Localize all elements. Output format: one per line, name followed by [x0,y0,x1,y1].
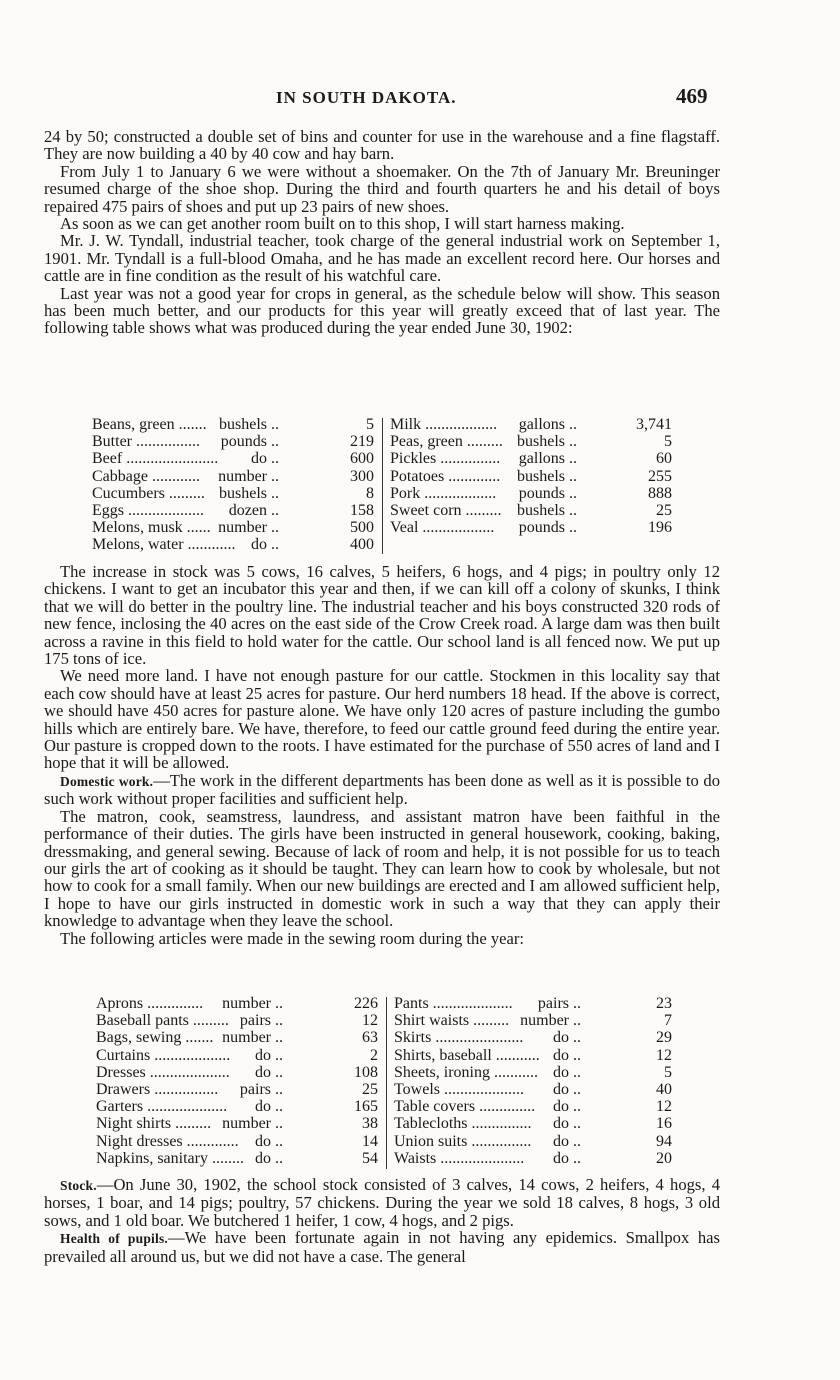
row-item: Cabbage ............ [92,467,200,485]
table-row [394,1115,684,1132]
row-item: Potatoes ............. [390,467,501,485]
row-item: Towels .................... [394,1080,524,1098]
table-row [394,1047,684,1064]
row-unit: do .. [255,1063,283,1081]
row-item: Shirt waists ......... [394,1012,510,1030]
row-item: Table covers .............. [394,1098,536,1116]
row-unit: bushels .. [517,501,577,519]
row-unit: do .. [553,1132,581,1150]
row-item: Bags, sewing ....... [96,1029,214,1047]
paragraph-text: —On June 30, 1902, the school stock consisted of 3 calves, 14 cows, 2 heifers, 4 hogs, 4 horses, 1 boar, and 14 pigs; poultry, 57 chickens. During the year we sold 18 calves, 8 hogs, 3 old sows, and 1 old boar. We butchered 1 heifer, 1 cow, 4 hogs, and 2 pigs. [44,1175,720,1230]
row-unit: pairs .. [239,1080,283,1098]
row-value: 60 [656,450,672,468]
row-unit: bushels .. [219,416,279,433]
table-row [92,536,382,553]
row-value: 5 [366,416,374,433]
row-item: Tablecloths ............... [394,1115,532,1133]
row-item: Melons, water ............ [92,536,236,554]
row-value: 5 [664,433,672,451]
table-row [96,1081,386,1098]
run-in-heading: Domestic work. [60,773,154,789]
paragraph [44,808,720,930]
row-unit: do .. [255,1046,283,1064]
table-row [394,1064,684,1081]
page-number: 469 [676,84,708,108]
row-value: 40 [656,1080,672,1098]
run-in-heading: Health of pupils. [60,1231,168,1247]
row-unit: do .. [251,450,279,468]
row-item: Skirts ...................... [394,1029,524,1047]
row-unit: pounds .. [518,519,577,537]
row-item: Napkins, sanitary ........ [96,1149,244,1167]
row-value: 16 [656,1115,672,1133]
row-unit: pounds .. [220,433,279,451]
table-column-right [394,995,684,1167]
table-row [394,1150,684,1167]
row-item: Dresses .................... [96,1063,230,1081]
row-value: 12 [656,1046,672,1064]
row-value: 219 [350,433,374,451]
row-value: 63 [362,1029,378,1047]
row-item: Garters .................... [96,1098,228,1116]
paragraph [44,215,720,232]
row-unit: dozen .. [228,501,279,519]
column-divider [386,997,387,1169]
row-value: 108 [354,1063,378,1081]
table-row [390,502,680,519]
table-row [394,1029,684,1046]
row-unit: pounds .. [518,484,577,502]
row-item: Night dresses ............. [96,1132,239,1150]
table-row [390,416,680,433]
running-head: IN SOUTH DAKOTA. [276,88,457,107]
table-row [394,1012,684,1029]
column-divider [382,418,383,554]
row-unit: bushels .. [219,484,279,502]
table-row [390,433,680,450]
paragraph-text: The increase in stock was 5 cows, 16 calves, 5 heifers, 6 hogs, and 4 pigs; in poultry only 12 chickens. I want to get an incubator this year and then, if we can kill off a colony of skunks, I think that we will do better in the poultry line. The industrial teacher and his boys constructed 320 rods of new fence, inclosing the 40 acres on the east side of the Crow Creek road. A large dam was then built across a ravine in this field to hold water for the cattle. Our school land is all fenced now. We put up 175 tons of ice. [44,562,720,669]
table-column-right [390,416,680,536]
table-row [390,519,680,536]
row-item: Pork .................. [390,484,497,502]
paragraph-text: Last year was not a good year for crops in general, as the schedule below will show. This season has been much better, and our products for this year will greatly exceed that of last year. The following table shows what was produced during the year ended June 30, 1902: [44,283,720,338]
row-value: 158 [350,501,374,519]
row-value: 8 [366,484,374,502]
row-unit: number .. [222,995,283,1012]
row-value: 255 [648,467,672,485]
table-row [96,1098,386,1115]
row-unit: gallons .. [518,450,577,468]
row-item: Sweet corn ......... [390,501,502,519]
row-item: Aprons .............. [96,995,204,1012]
paragraph [44,285,720,337]
paragraph [44,1229,720,1265]
row-value: 23 [656,995,672,1012]
row-item: Melons, musk ...... [92,519,211,537]
row-unit: number .. [222,1115,283,1133]
row-value: 14 [362,1132,378,1150]
row-value: 300 [350,467,374,485]
row-unit: number .. [520,1012,581,1030]
row-unit: do .. [553,1029,581,1047]
paragraph-text: —We have been fortunate again in not having any epidemics. Smallpox has prevailed all around us, but we did not have a case. The general [44,1228,720,1266]
row-item: Drawers ................ [96,1080,219,1098]
row-item: Curtains ................... [96,1046,231,1064]
row-unit: number .. [218,467,279,485]
table-row [390,450,680,467]
paragraph [44,232,720,284]
row-unit: do .. [255,1132,283,1150]
table-row [96,1133,386,1150]
row-value: 196 [648,519,672,537]
paragraph [44,163,720,215]
row-unit: bushels .. [517,433,577,451]
row-value: 165 [354,1098,378,1116]
table-row [96,1115,386,1132]
table-row [96,1029,386,1046]
table-row [92,450,382,467]
row-item: Veal .................. [390,519,495,537]
paragraph-text: —The work in the different departments has been done as well as it is possible to do such work without proper facilities and sufficient help. [44,770,720,809]
paragraph-text: The following articles were made in the sewing room during the year: [60,928,525,948]
paragraph-text: The matron, cook, seamstress, laundress, and assistant matron have been faithful in the performance of their duties. The girls have been instructed in general housework, cooking, baking, dressmaking, and general sewing. Because of lack of room and help, it is not possible for us to teach our girls the art of cooking as it should be taught. They can learn how to cook by wholesale, but not how to cook for a small family. When our new buildings are erected and I am allowed sufficient help, I hope to have our girls instructed in domestic work in such a way that they can apply their knowledge to advantage when they leave the school. [44,806,720,931]
table-row [92,485,382,502]
block-a [44,128,720,337]
paragraph [44,930,720,947]
run-in-heading: Stock. [60,1178,97,1193]
row-unit: do .. [255,1098,283,1116]
table-row [96,1012,386,1029]
table-row [394,1098,684,1115]
row-value: 25 [656,501,672,519]
row-item: Night shirts ......... [96,1115,212,1133]
row-unit: do .. [553,1063,581,1081]
paragraph [44,563,720,667]
row-value: 2 [370,1046,378,1064]
sewing-table [96,995,686,1170]
table-row [96,995,386,1012]
table-row [92,416,382,433]
row-value: 38 [362,1115,378,1133]
row-value: 3,741 [636,416,672,433]
row-item: Butter ................ [92,433,200,451]
row-unit: number .. [218,519,279,537]
row-item: Union suits ............... [394,1132,532,1150]
paragraph-text: 24 by 50; constructed a double set of bins and counter for use in the warehouse and a fine flagstaff. They are now building a 40 by 40 cow and hay barn. [44,127,720,164]
row-item: Eggs ................... [92,501,204,519]
table-row [390,468,680,485]
row-unit: pairs .. [537,995,581,1012]
table-row [96,1064,386,1081]
row-item: Shirts, baseball ........... [394,1046,540,1064]
block-b [44,563,720,947]
row-item: Pants .................... [394,995,513,1012]
row-unit: do .. [553,1080,581,1098]
paragraph [44,1176,720,1229]
row-value: 500 [350,519,374,537]
table-row [96,1047,386,1064]
row-value: 400 [350,536,374,554]
row-item: Peas, green ......... [390,433,503,451]
table-row [96,1150,386,1167]
table-row [92,502,382,519]
row-unit: do .. [553,1098,581,1116]
row-item: Beans, green ....... [92,416,207,433]
row-unit: do .. [553,1046,581,1064]
table-row [92,519,382,536]
table-row [394,1081,684,1098]
row-item: Waists ..................... [394,1149,525,1167]
row-unit: do .. [251,536,279,554]
paragraph [44,128,720,163]
row-value: 7 [664,1012,672,1030]
row-unit: bushels .. [517,467,577,485]
table-column-left [92,416,382,554]
paragraph-text: Mr. J. W. Tyndall, industrial teacher, took charge of the general industrial work on September 1, 1901. Mr. Tyndall is a full-blood Omaha, and he has made an excellent record here. Our horses and cattle are in fine condition as the result of his watchful care. [44,231,720,286]
table-column-left [96,995,386,1167]
table-row [394,995,684,1012]
paragraph-text: From July 1 to January 6 we were without a shoemaker. On the 7th of January Mr. Breuninger resumed charge of the shoe shop. During the third and fourth quarters he and his detail of boys repaired 475 pairs of shoes and put up 23 pairs of new shoes. [44,161,720,216]
row-value: 226 [354,995,378,1012]
row-value: 29 [656,1029,672,1047]
row-unit: gallons .. [518,416,577,433]
row-value: 5 [664,1063,672,1081]
table-row [390,485,680,502]
paragraph [44,772,720,808]
row-unit: do .. [553,1149,581,1167]
produce-table [92,416,682,556]
row-unit: number .. [222,1029,283,1047]
row-value: 888 [648,484,672,502]
row-item: Milk .................. [390,416,498,433]
row-item: Beef ....................... [92,450,219,468]
block-c [44,1176,720,1265]
row-value: 12 [362,1012,378,1030]
row-unit: pairs .. [239,1012,283,1030]
row-item: Sheets, ironing ........... [394,1063,538,1081]
row-value: 25 [362,1080,378,1098]
row-value: 600 [350,450,374,468]
paragraph-text: As soon as we can get another room built on to this shop, I will start harness making. [60,214,625,234]
row-item: Baseball pants ......... [96,1012,229,1030]
row-value: 54 [362,1149,378,1167]
table-row [92,433,382,450]
paragraph [44,667,720,771]
row-value: 20 [656,1149,672,1167]
row-value: 12 [656,1098,672,1116]
table-row [92,468,382,485]
table-row [394,1133,684,1150]
row-item: Pickles ............... [390,450,501,468]
row-unit: do .. [255,1149,283,1167]
paragraph-text: We need more land. I have not enough pasture for our cattle. Stockmen in this locality say that each cow should have at least 25 acres for pasture. Our herd numbers 18 head. If the above is correct, we should have 450 acres for pasture alone. We have only 120 acres of pasture including the gumbo hills which are entirely bare. We have, therefore, to feed our cattle ground feed during the entire year. Our pasture is cropped down to the roots. I have estimated for the purchase of 550 acres of land and I hope that it will be allowed. [44,666,720,773]
row-value: 94 [656,1132,672,1150]
row-item: Cucumbers ......... [92,484,205,502]
row-unit: do .. [553,1115,581,1133]
